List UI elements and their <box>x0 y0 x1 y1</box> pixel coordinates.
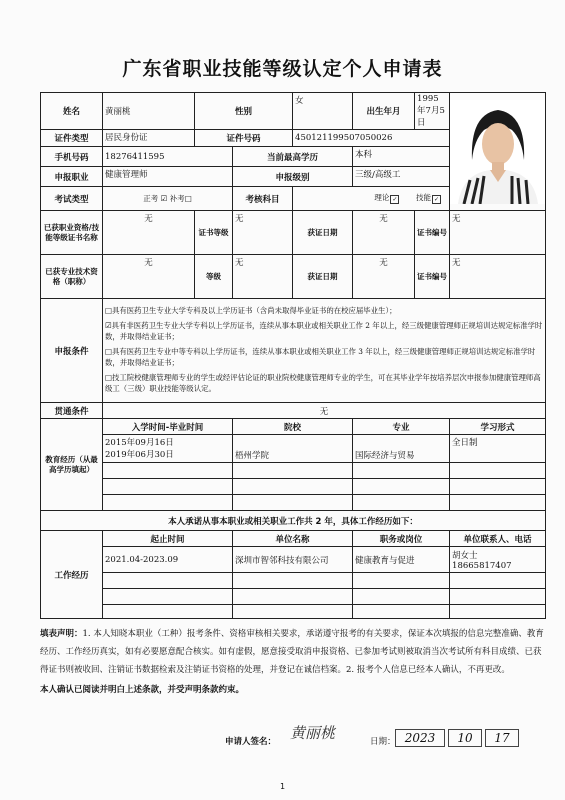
edu-history-label: 教育经历（从最高学历填起） <box>41 419 103 511</box>
edu-period <box>103 435 233 463</box>
condition-item: □技工院校健康管理师专业的学生或经评估论证的职业院校健康管理师专业的学生，可在其毕业学年按培养层次申报参加健康管理师高级工（三级）职业技能等级认定。 <box>105 373 541 393</box>
edu-mode: 全日制 <box>450 435 546 463</box>
sign-label: 申请人签名： <box>225 737 277 747</box>
work-company: 深圳市智邻科技有限公司 <box>233 547 353 573</box>
work-commitment: 本人承诺从事本职业或相关职业工作共 2 年，具体工作经历如下： <box>41 511 546 531</box>
id-type-value: 居民身份证 <box>103 130 195 147</box>
skill-checkbox[interactable]: ✓ <box>434 196 440 203</box>
birth-label: 出生年月 <box>353 93 415 130</box>
theory-label: 理论 <box>374 193 390 202</box>
edu-header-major: 专业 <box>353 419 450 435</box>
cert1-no-label: 证书编号 <box>415 211 450 255</box>
education-label: 当前最高学历 <box>233 147 353 167</box>
edu-major: 国际经济与贸易 <box>353 435 450 463</box>
theory-checkbox[interactable]: ✓ <box>392 196 398 203</box>
through-label: 贯通条件 <box>41 403 103 419</box>
date-year: 2023 <box>395 729 445 747</box>
cert1-no: 无 <box>450 211 546 255</box>
birth-value: 1995年7月5日 <box>415 93 450 130</box>
edu-end: 2019年06月30日 <box>105 450 174 460</box>
exam-type-label: 考试类型 <box>41 187 103 211</box>
exam-type-value: 正考 ☑ 补考□ <box>103 187 233 211</box>
cert2-no: 无 <box>450 255 546 299</box>
edu-header-school: 院校 <box>233 419 353 435</box>
work-header-company: 单位名称 <box>233 531 353 547</box>
id-no-value: 450121199507050026 <box>293 130 450 147</box>
conditions-list <box>103 299 546 403</box>
gender-value: 女 <box>293 93 353 130</box>
condition-item: □具有医药卫生专业中等专科以上学历证书，连续从事本职业或相关职业工作 3 年以上，经三级健康管理师正规培训达规定标准学时数，并取得结业证书； <box>105 347 536 367</box>
declaration-lead: 填表声明： <box>40 629 83 639</box>
date-day: 17 <box>485 729 519 747</box>
gender-label: 性别 <box>195 93 293 130</box>
condition-item: □具有医药卫生专业大学专科及以上学历证书（含尚未取得毕业证书的在校应届毕业生）； <box>105 306 397 315</box>
exam-subject-value <box>293 187 450 211</box>
name-label: 姓名 <box>41 93 103 130</box>
date-label: 日期： <box>370 737 396 747</box>
through-value: 无 <box>103 403 546 419</box>
id-no-label: 证件号码 <box>195 130 293 147</box>
edu-school: 梧州学院 <box>233 435 353 463</box>
cert1-name: 无 <box>103 211 195 255</box>
cert2-date-label: 获证日期 <box>293 255 353 299</box>
exam-subject-label: 考核科目 <box>233 187 293 211</box>
cert2-level: 无 <box>233 255 293 299</box>
declaration-confirm: 本人确认已阅读并明白上述条款，并受声明条款约束。 <box>40 685 245 695</box>
form-title: 广东省职业技能等级认定个人申请表 <box>122 58 443 80</box>
cert1-date: 无 <box>353 211 415 255</box>
cert1-level: 无 <box>233 211 293 255</box>
photo-cell <box>450 93 546 211</box>
conditions-label: 申报条件 <box>41 299 103 403</box>
page-number: 1 <box>279 782 286 791</box>
id-type-label: 证件类型 <box>41 130 103 147</box>
work-contact <box>450 547 546 573</box>
contact-name: 胡女士 <box>452 550 478 561</box>
phone-label: 手机号码 <box>41 147 103 167</box>
condition-item-checked: ☑具有非医药卫生专业大学专科以上学历证书，连续从事本职业或相关职业工作 2 年以上，经三级健康管理师正规培训达规定标准学时数，并取得结业证书； <box>105 321 543 341</box>
work-header-contact: 单位联系人、电话 <box>450 531 546 547</box>
cert2-name: 无 <box>103 255 195 299</box>
application-form <box>40 92 546 619</box>
declaration-text: 1. 本人知晓本职业（工种）报考条件、资格审核相关要求，承诺遵守报考的有关要求，保证本次填报的信息完整准确、教育经历、工作经历真实，如有必要愿意配合核实。如有虚假，愿意接受取消申报资格、已参加考试则被取消当次考试所有科目成绩、已获得证书则被收回、注销证书数据检索及注销证书资格的处理，并登记在诚信档案。2. 报考个人信息已经本人确认，不再更改。 <box>40 629 544 675</box>
declaration <box>40 625 545 699</box>
occupation-label: 申报职业 <box>41 167 103 187</box>
work-history-label: 工作经历 <box>41 531 103 619</box>
occupation-value: 健康管理师 <box>103 167 233 187</box>
cert1-level-label: 证书等级 <box>195 211 233 255</box>
cert2-label: 已获专业技术资格（职称） <box>41 255 103 299</box>
work-period: 2021.04-2023.09 <box>103 547 233 573</box>
cert2-no-label: 证书编号 <box>415 255 450 299</box>
edu-header-mode: 学习形式 <box>450 419 546 435</box>
name-value: 黄丽桃 <box>103 93 195 130</box>
cert1-date-label: 获证日期 <box>293 211 353 255</box>
work-header-period: 起止时间 <box>103 531 233 547</box>
skill-label: 技能 <box>416 193 432 202</box>
contact-phone: 18665817407 <box>452 560 512 571</box>
level-value: 三级/高级工 <box>353 167 450 187</box>
cert1-label: 已获职业资格/技能等级证书名称 <box>41 211 103 255</box>
edu-start: 2015年09月16日 <box>105 438 174 448</box>
date-month: 10 <box>448 729 482 747</box>
handwritten-signature: 黄丽桃 <box>290 724 336 742</box>
education-value: 本科 <box>353 147 450 167</box>
phone-value: 18276411595 <box>103 147 233 167</box>
level-label: 申报级别 <box>233 167 353 187</box>
work-header-position: 职务或岗位 <box>353 531 450 547</box>
cert2-level-label: 等级 <box>195 255 233 299</box>
work-position: 健康教育与促进 <box>353 547 450 573</box>
cert2-date: 无 <box>353 255 415 299</box>
edu-header-period: 入学时间-毕业时间 <box>103 419 233 435</box>
applicant-photo <box>450 100 545 204</box>
